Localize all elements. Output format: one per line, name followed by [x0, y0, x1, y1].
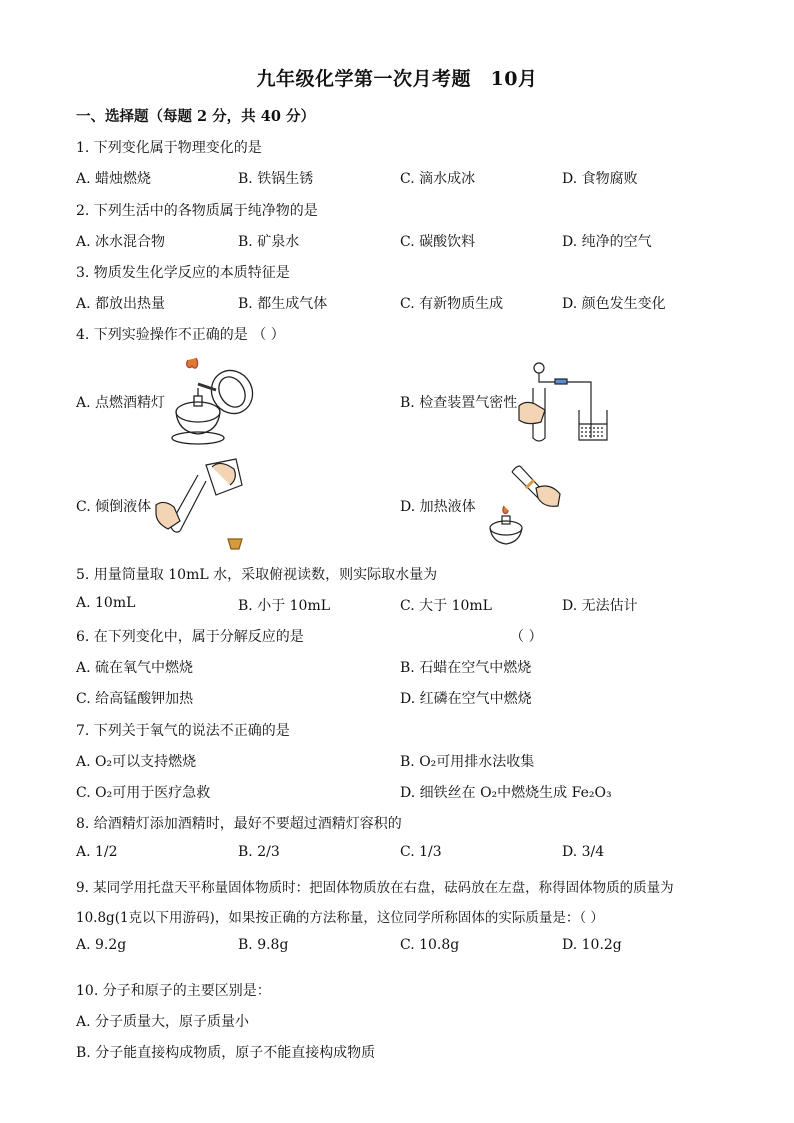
q10-option-a: A. 分子质量大，原子质量小	[76, 1014, 250, 1030]
q8-option-c: C. 1/3	[400, 844, 442, 860]
q1-option-c: C. 滴水成冰	[400, 171, 476, 187]
question-7-stem: 7. 下列关于氧气的说法不正确的是	[76, 723, 290, 739]
alcohol-lamp-lighting-illustration	[160, 352, 260, 447]
q7-option-b: B. O₂可用排水法收集	[400, 754, 535, 770]
q4-option-a: A. 点燃酒精灯	[76, 395, 166, 411]
q4-option-b: B. 检查装置气密性	[400, 395, 518, 411]
question-1-stem: 1. 下列变化属于物理变化的是	[76, 140, 262, 156]
q3-option-a: A. 都放出热量	[76, 296, 166, 312]
q3-option-b: B. 都生成气体	[238, 296, 328, 312]
q5-option-b: B. 小于 10mL	[238, 598, 331, 614]
q5-option-a: A. 10mL	[76, 595, 136, 611]
section-heading: 一、选择题（每题 2 分，共 40 分）	[76, 108, 315, 125]
q8-option-a: A. 1/2	[76, 844, 118, 860]
q9-option-a: A. 9.2g	[76, 937, 127, 953]
question-3-stem: 3. 物质发生化学反应的本质特征是	[76, 265, 290, 281]
question-6-stem: 6. 在下列变化中，属于分解反应的是	[76, 629, 304, 645]
q10-option-b: B. 分子能直接构成物质，原子不能直接构成物质	[76, 1045, 376, 1061]
q2-option-d: D. 纯净的空气	[562, 234, 652, 250]
q6-option-b: B. 石蜡在空气中燃烧	[400, 660, 532, 676]
q9-option-b: B. 9.8g	[238, 937, 289, 953]
q5-option-d: D. 无法估计	[562, 598, 638, 614]
question-10-stem: 10. 分子和原子的主要区别是：	[76, 983, 271, 999]
airtightness-check-illustration	[515, 360, 615, 445]
q6-option-a: A. 硫在氧气中燃烧	[76, 660, 194, 676]
pouring-liquid-illustration	[150, 455, 250, 555]
q8-option-d: D. 3/4	[562, 844, 605, 860]
q9-option-c: C. 10.8g	[400, 937, 460, 953]
q9-option-d: D. 10.2g	[562, 937, 622, 953]
q7-option-a: A. O₂可以支持燃烧	[76, 754, 197, 770]
q5-option-c: C. 大于 10mL	[400, 598, 492, 614]
page-title: 九年级化学第一次月考题 10月	[256, 68, 538, 90]
q4-option-d: D. 加热液体	[400, 499, 476, 515]
q1-option-b: B. 铁锅生锈	[238, 171, 314, 187]
q3-option-d: D. 颜色发生变化	[562, 296, 666, 312]
q6-option-c: C. 给高锰酸钾加热	[76, 691, 194, 707]
q7-option-d: D. 细铁丝在 O₂中燃烧生成 Fe₂O₃	[400, 785, 612, 801]
heating-liquid-illustration	[474, 458, 569, 553]
question-9-stem: 9. 某同学用托盘天平称量固体物质时：把固体物质放在右盘，砝码放在左盘，称得固体物质的质量为	[76, 880, 674, 896]
question-5-stem: 5. 用量筒量取 10mL 水，采取俯视读数，则实际取水量为	[76, 567, 438, 583]
q8-option-b: B. 2/3	[238, 844, 280, 860]
q6-answer-blank: （ ）	[510, 629, 543, 645]
q2-option-a: A. 冰水混合物	[76, 234, 166, 250]
q3-option-c: C. 有新物质生成	[400, 296, 504, 312]
q6-option-d: D. 红磷在空气中燃烧	[400, 691, 532, 707]
question-8-stem: 8. 给酒精灯添加酒精时，最好不要超过酒精灯容积的	[76, 816, 402, 832]
question-9-stem-line2: 10.8g(1克以下用游码)，如果按正确的方法称量，这位同学所称固体的实际质量是：（ ）	[76, 910, 604, 926]
question-4-stem: 4. 下列实验操作不正确的是 （ ）	[76, 327, 285, 343]
q1-option-d: D. 食物腐败	[562, 171, 638, 187]
q4-option-c: C. 倾倒液体	[76, 499, 152, 515]
q2-option-c: C. 碳酸饮料	[400, 234, 476, 250]
question-2-stem: 2. 下列生活中的各物质属于纯净物的是	[76, 203, 318, 219]
q2-option-b: B. 矿泉水	[238, 234, 300, 250]
q1-option-a: A. 蜡烛燃烧	[76, 171, 152, 187]
q7-option-c: C. O₂可用于医疗急救	[76, 785, 211, 801]
